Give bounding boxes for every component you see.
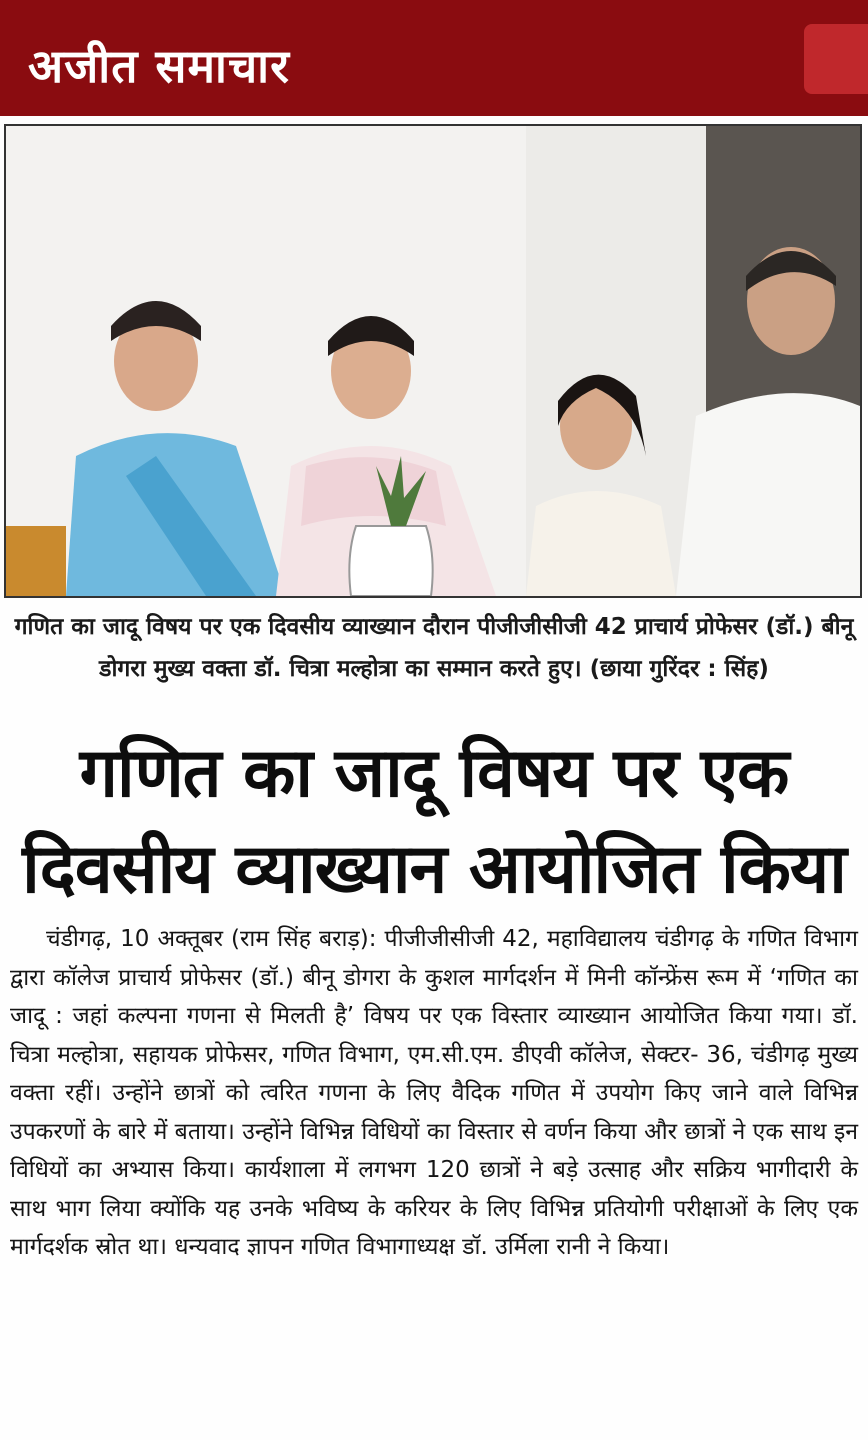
newspaper-title: अजीत समाचार — [28, 39, 290, 93]
photo-icon — [6, 126, 860, 596]
article-headline — [0, 726, 868, 918]
header-tab[interactable] — [804, 24, 868, 94]
newspaper-header — [0, 0, 868, 116]
article-body: चंडीगढ़, 10 अक्तूबर (राम सिंह बराड़): पीजीजीसीजी 42, महाविद्यालय चंडीगढ़ के गणित विभाग द्वारा कॉलेज प्राचार्य प्रोफेसर (डॉ.) बीनू डोगरा के कुशल मार्गदर्शन में मिनी कॉन्फ्रेंस रूम में ‘गणित का जादू : जहां कल्पना गणना से मिलती है’ विषय पर एक विस्तार व्याख्यान आयोजित किया गया। डॉ. चित्रा मल्होत्रा, सहायक प्रोफेसर, गणित विभाग, एम.सी.एम. डीएवी कॉलेज, सेक्टर- 36, चंडीगढ़ मुख्य वक्ता रहीं। उन्होंने छात्रों को त्वरित गणना के लिए वैदिक गणित में उपयोग किए जाने वाले विभिन्न उपकरणों के बारे में बताया। उन्होंने विभिन्न विधियों का विस्तार से वर्णन किया और छात्रों ने एक साथ इन विधियों का अभ्यास किया। कार्यशाला में लगभग 120 छात्रों ने बड़े उत्साह और सक्रिय भागीदारी के साथ भाग लिया क्योंकि यह उनके भविष्य के करियर के लिए विभिन्न प्रतियोगी परीक्षाओं के लिए एक मार्गदर्शक स्रोत था। धन्यवाद ज्ञापन गणित विभागाध्यक्ष डॉ. उर्मिला रानी ने किया। — [10, 926, 858, 1260]
headline-line-2: दिवसीय व्याख्यान आयोजित किया — [22, 830, 846, 909]
news-photo — [4, 124, 862, 598]
headline-line-1: गणित का जादू विषय पर एक — [79, 734, 789, 813]
photo-caption: गणित का जादू विषय पर एक दिवसीय व्याख्यान दौरान पीजीजीसीजी 42 प्राचार्य प्रोफेसर (डॉ.) बीनू डोगरा मुख्य वक्ता डॉ. चित्रा मल्होत्रा का सम्मान करते हुए। (छाया गुरिंदर : सिंह) — [14, 614, 854, 682]
